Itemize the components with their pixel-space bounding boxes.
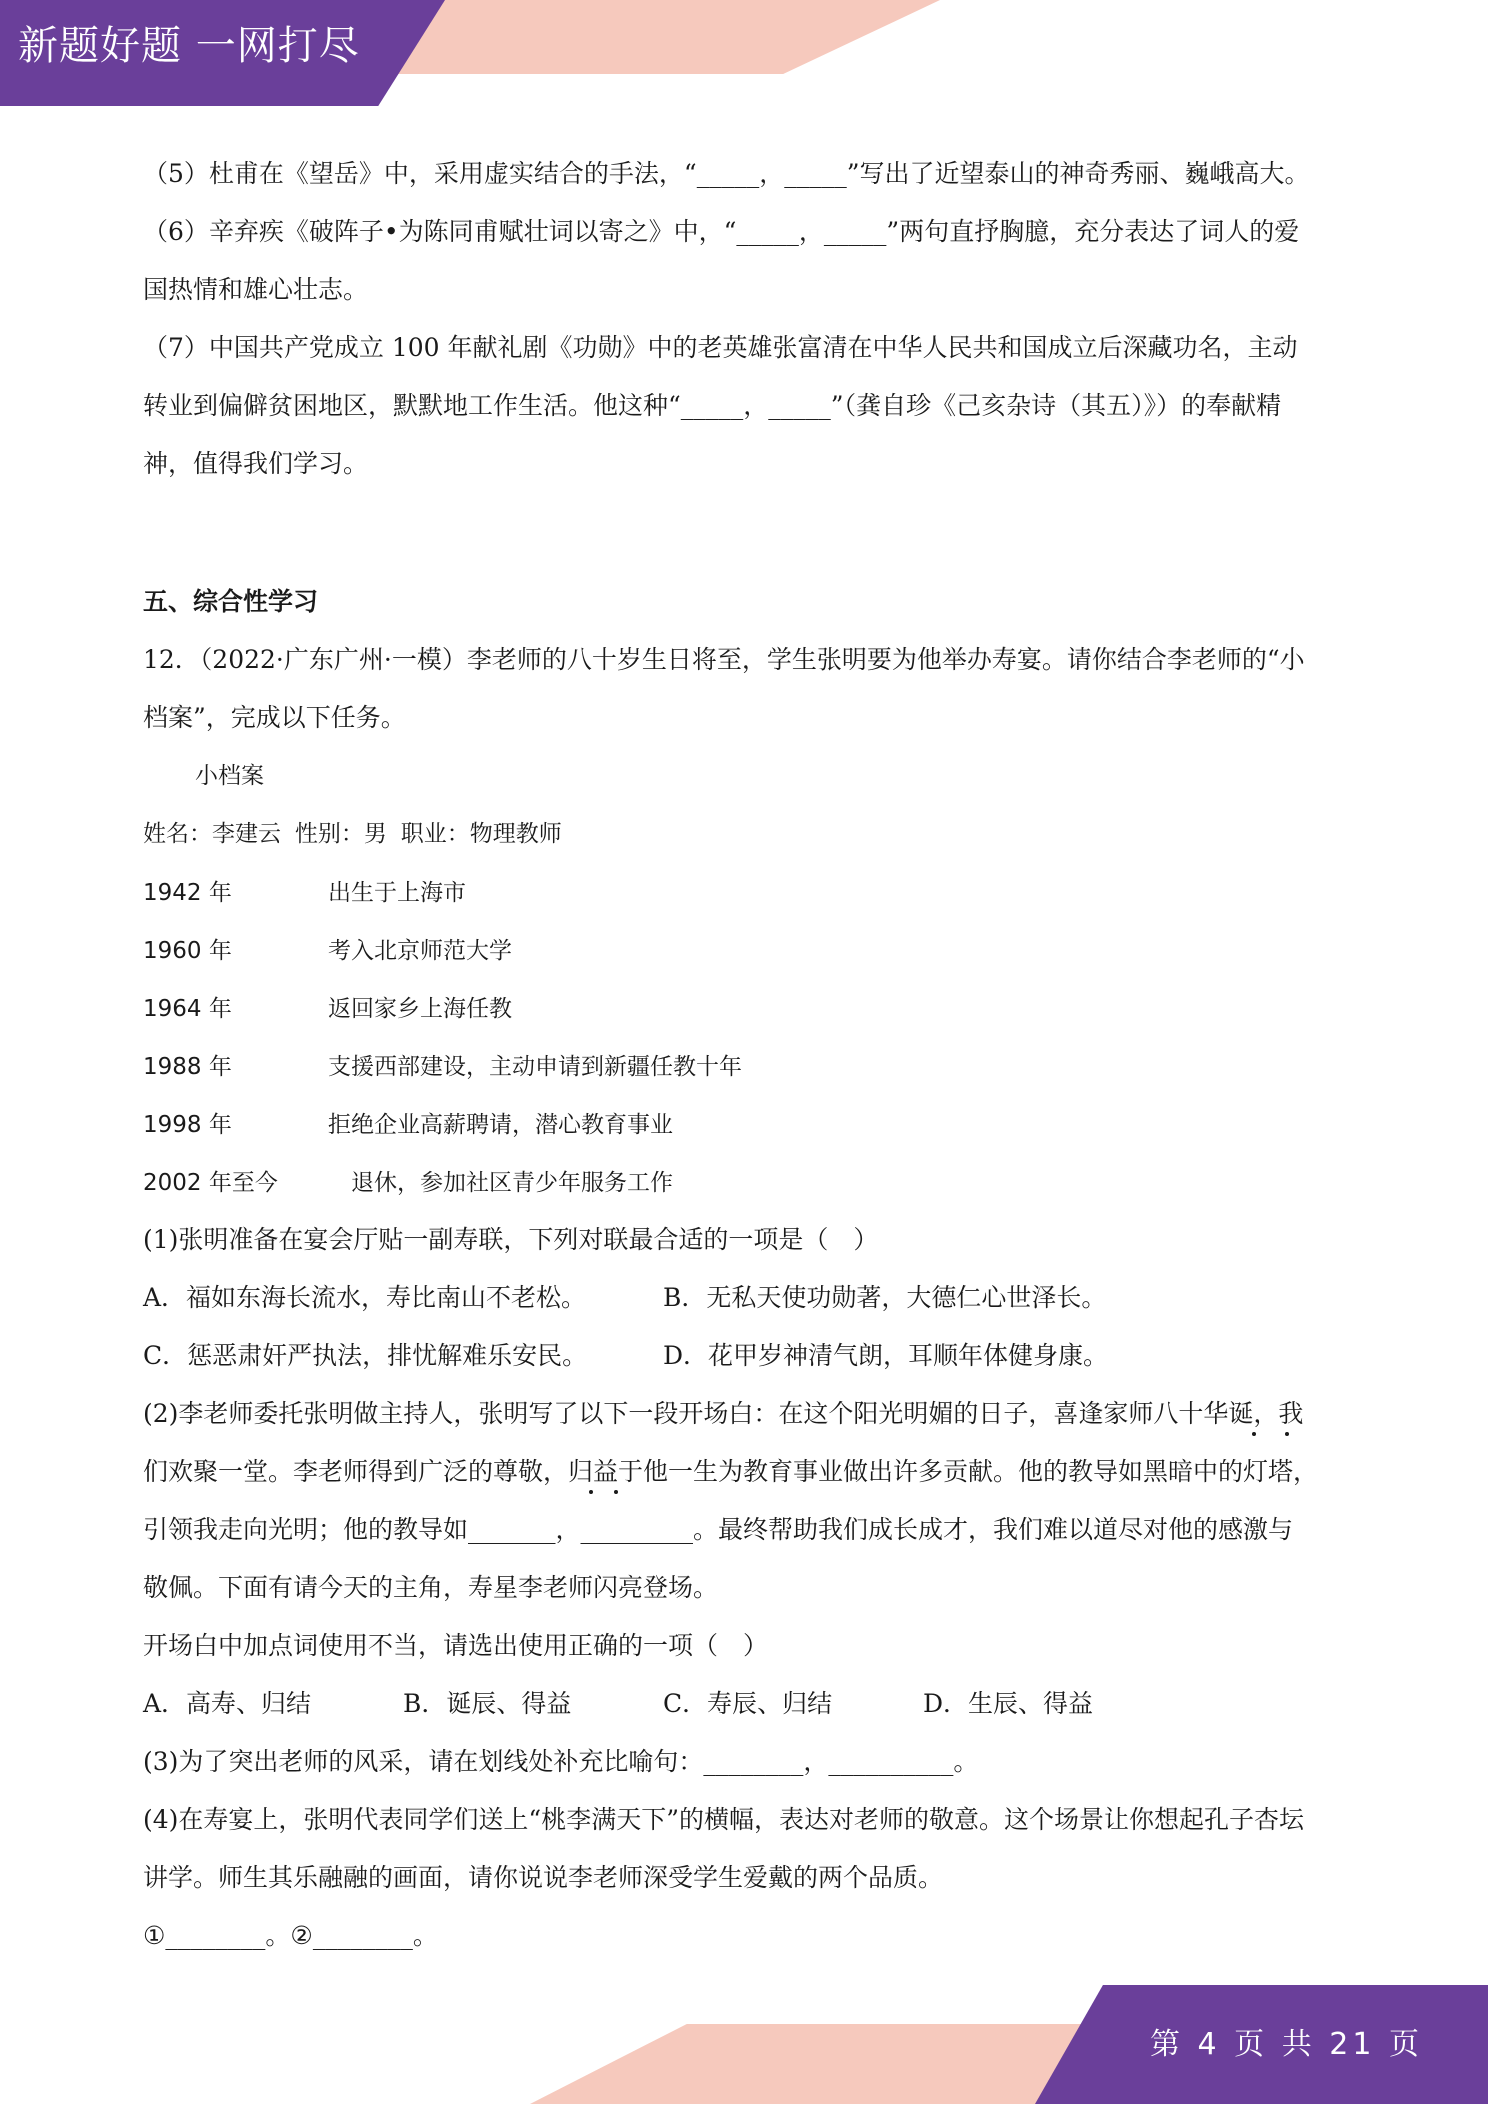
subquestion-2-line-2: 们欢聚一堂。李老师得到广泛的尊敬，归益于他一生为教育事业做出许多贡献。他的教导如黑暗中的灯塔， (143, 1457, 1319, 1486)
emphasis-dot (1252, 1432, 1256, 1436)
header-accent-band (380, 0, 940, 74)
page-number: 第 4 页 共 21 页 (1150, 2027, 1423, 2062)
timeline-year: 2002 年至今 (143, 1170, 278, 1196)
subquestion-2-line-1: (2)李老师委托张明做主持人，张明写了以下一段开场白：在这个阳光明媚的日子，喜逢家师八十华诞，我 (143, 1399, 1304, 1428)
option-a: A．福如东海长流水，寿比南山不老松。 (143, 1283, 587, 1312)
subquestion-1-options-row (143, 1336, 1358, 1376)
timeline-event: 返回家乡上海任教 (328, 996, 512, 1022)
timeline-row (143, 930, 1358, 970)
timeline-event: 拒绝企业高薪聘请，潜心教育事业 (328, 1112, 673, 1138)
timeline-row (143, 872, 1358, 912)
timeline-row (143, 1162, 1358, 1202)
subquestion-1-options-row (143, 1278, 1358, 1318)
archive-title: 小档案 (195, 763, 264, 789)
emphasis-dot (1285, 1432, 1289, 1436)
timeline-row (143, 1046, 1358, 1086)
option-d: D．生辰、得益 (923, 1689, 1094, 1718)
timeline-row (143, 1104, 1358, 1144)
timeline-year: 1964 年 (143, 996, 232, 1022)
emphasis-dot (614, 1490, 618, 1494)
question-7-line-1: （7）中国共产党成立 100 年献礼剧《功勋》中的老英雄张富清在中华人民共和国成立后深藏功名，主动 (143, 333, 1298, 362)
question-12-line-1: 12．（2022·广东广州·一模）李老师的八十岁生日将至，学生张明要为他举办寿宴。请你结合李老师的“小 (143, 645, 1305, 674)
question-7-line-2: 转业到偏僻贫困地区，默默地工作生活。他这种“_____，_____”（龚自珍《己亥杂诗（其五）》）的奉献精 (143, 391, 1282, 420)
question-6-line-1: （6）辛弃疾《破阵子•为陈同甫赋壮词以寄之》中，“_____，_____”两句直抒胸臆，充分表达了词人的爱 (143, 217, 1300, 246)
timeline-event: 考入北京师范大学 (328, 938, 512, 964)
timeline-year: 1998 年 (143, 1112, 232, 1138)
timeline-row (143, 988, 1358, 1028)
header-title: 新题好题 一网打尽 (18, 23, 360, 69)
option-c: C．惩恶肃奸严执法，排忧解难乐安民。 (143, 1341, 588, 1370)
subquestion-2-options-row (143, 1684, 1358, 1724)
subquestion-2-ask: 开场白中加点词使用不当，请选出使用正确的一项（ ） (143, 1631, 769, 1660)
subquestion-2-line-4: 敬佩。下面有请今天的主角，寿星李老师闪亮登场。 (143, 1573, 719, 1602)
subquestion-4-line-2: 讲学。师生其乐融融的画面，请你说说李老师深受学生爱戴的两个品质。 (143, 1863, 944, 1892)
timeline-event: 出生于上海市 (328, 880, 466, 906)
timeline-year: 1988 年 (143, 1054, 232, 1080)
option-a: A．高寿、归结 (143, 1689, 312, 1718)
timeline-event: 退休，参加社区青少年服务工作 (351, 1170, 673, 1196)
archive-info: 姓名：李建云 性别：男 职业：物理教师 (143, 821, 562, 847)
option-d: D．花甲岁神清气朗，耳顺年体健身康。 (663, 1341, 1109, 1370)
question-5: （5）杜甫在《望岳》中，采用虚实结合的手法，“_____，_____”写出了近望泰山的神奇秀丽、巍峨高大。 (143, 159, 1310, 188)
question-6-line-2: 国热情和雄心壮志。 (143, 275, 369, 304)
option-b: B．无私天使功勋著，大德仁心世泽长。 (663, 1283, 1107, 1312)
question-7-line-3: 神，值得我们学习。 (143, 449, 369, 478)
question-12-line-2: 档案”，完成以下任务。 (143, 703, 406, 732)
emphasis-dot (589, 1490, 593, 1494)
subquestion-1-stem: (1)张明准备在宴会厅贴一副寿联，下列对联最合适的一项是（ ） (143, 1225, 879, 1254)
footer-accent-band (530, 2024, 1090, 2104)
option-c: C．寿辰、归结 (663, 1689, 833, 1718)
timeline-year: 1960 年 (143, 938, 232, 964)
timeline-event: 支援西部建设，主动申请到新疆任教十年 (328, 1054, 742, 1080)
subquestion-2-line-3: 引领我走向光明；他的教导如_______，_________。最终帮助我们成长成才，我们难以道尽对他的感激与 (143, 1515, 1294, 1544)
timeline-year: 1942 年 (143, 880, 232, 906)
subquestion-3: (3)为了突出老师的风采，请在划线处补充比喻句：________，__________。 (143, 1747, 979, 1776)
option-b: B．诞辰、得益 (403, 1689, 572, 1718)
section-heading: 五、综合性学习 (143, 587, 319, 616)
subquestion-4-line-1: (4)在寿宴上，张明代表同学们送上“桃李满天下”的横幅，表达对老师的敬意。这个场景让你想起孔子杏坛 (143, 1805, 1304, 1834)
subquestion-4-answer-line: ①________。②________。 (143, 1921, 438, 1950)
